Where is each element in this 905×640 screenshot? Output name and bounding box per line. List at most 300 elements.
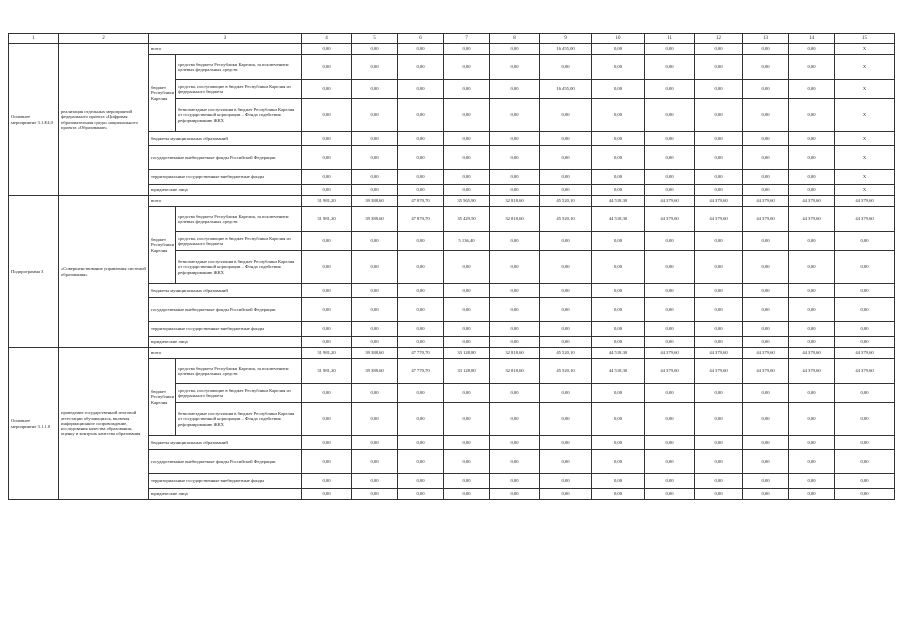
value-cell: 0,00 [592, 436, 645, 450]
value-cell: 0,00 [444, 55, 490, 80]
value-cell: 44 518,30 [592, 207, 645, 232]
value-cell: 0,00 [540, 55, 592, 80]
value-cell: 0,00 [490, 80, 540, 99]
value-cell: 0,00 [444, 436, 490, 450]
funding-source-label: бюджеты муниципальных образований [149, 436, 302, 450]
value-cell: 0,00 [352, 489, 398, 500]
funding-source-label: средства бюджета Республики Карелия, за исключением целевых федеральных средств [176, 359, 302, 384]
value-cell: X [835, 146, 895, 170]
budget-sheet [8, 33, 895, 500]
value-cell: 44 379,60 [695, 348, 743, 359]
table-row [9, 348, 895, 359]
value-cell: 39 388,60 [352, 207, 398, 232]
column-number-6: 6 [398, 34, 444, 44]
value-cell: 0,00 [695, 474, 743, 489]
value-cell: 0,00 [540, 436, 592, 450]
value-cell: 0,00 [398, 170, 444, 185]
value-cell: 0,00 [645, 284, 695, 298]
value-cell: 0,00 [789, 146, 835, 170]
value-cell: 0,00 [398, 284, 444, 298]
value-cell: X [835, 132, 895, 146]
value-cell: 0,00 [743, 99, 789, 132]
value-cell: 0,00 [540, 298, 592, 322]
value-cell: 0,00 [302, 489, 352, 500]
value-cell: 0,00 [695, 132, 743, 146]
value-cell: 0,00 [789, 337, 835, 348]
value-cell: 0,00 [592, 337, 645, 348]
funding-source-label: территориальные государственные внебюджетные фонды [149, 474, 302, 489]
value-cell: 0,00 [540, 99, 592, 132]
value-cell: 16 455,00 [540, 44, 592, 55]
value-cell: 44 379,60 [835, 348, 895, 359]
value-cell: 0,00 [490, 146, 540, 170]
value-cell: 0,00 [352, 170, 398, 185]
value-cell: X [835, 80, 895, 99]
value-cell: X [835, 185, 895, 196]
section-code: Подпрограмма 3 [9, 196, 59, 348]
value-cell: 0,00 [743, 146, 789, 170]
value-cell: 0,00 [352, 80, 398, 99]
value-cell: 0,00 [302, 44, 352, 55]
funding-source-label: средства, поступающие в бюджет Республики Карелия из федерального бюджета [176, 384, 302, 403]
value-cell: 0,00 [789, 44, 835, 55]
value-cell: 0,00 [444, 474, 490, 489]
value-cell: 0,00 [835, 436, 895, 450]
value-cell: 0,00 [592, 185, 645, 196]
value-cell: 0,00 [835, 489, 895, 500]
funding-source-label: безвозмездные поступления в бюджет Республики Карелия от государственной корпорации – Фонда содействия реформированию ЖКХ [176, 403, 302, 436]
value-cell: 31 981,20 [302, 348, 352, 359]
value-cell: 0,00 [302, 232, 352, 251]
value-cell: 0,00 [695, 384, 743, 403]
value-cell: 0,00 [645, 80, 695, 99]
value-cell: 0,00 [789, 170, 835, 185]
value-cell: 0,00 [352, 322, 398, 337]
value-cell: 0,00 [695, 436, 743, 450]
value-cell: 0,00 [592, 298, 645, 322]
value-cell: 0,00 [398, 474, 444, 489]
value-cell: 0,00 [302, 474, 352, 489]
section-code: Основное мероприятие 3.1.1.0 [9, 348, 59, 500]
funding-source-label: юридические лица [149, 489, 302, 500]
value-cell: 47 770,70 [398, 348, 444, 359]
value-cell: 0,00 [789, 474, 835, 489]
column-number-1: 1 [9, 34, 59, 44]
value-cell: 0,00 [645, 384, 695, 403]
value-cell: 47 870,70 [398, 207, 444, 232]
value-cell: 0,00 [444, 80, 490, 99]
value-cell: 0,00 [302, 337, 352, 348]
funding-source-label: государственные внебюджетные фонды Российской Федерации [149, 450, 302, 474]
funding-source-label: государственные внебюджетные фонды Российской Федерации [149, 298, 302, 322]
column-number-9: 9 [540, 34, 592, 44]
value-cell: 0,00 [835, 232, 895, 251]
regional-budget-label: бюджет Республики Карелия [149, 55, 176, 132]
value-cell: 0,00 [490, 99, 540, 132]
funding-source-label: средства, поступающие в бюджет Республики Карелия из федерального бюджета [176, 232, 302, 251]
value-cell: 0,00 [743, 436, 789, 450]
value-cell: 0,00 [444, 384, 490, 403]
value-cell: 0,00 [302, 436, 352, 450]
value-cell: 0,00 [592, 232, 645, 251]
value-cell: 0,00 [540, 450, 592, 474]
value-cell: 0,00 [835, 251, 895, 284]
funding-source-label: территориальные государственные внебюджетные фонды [149, 170, 302, 185]
value-cell: 0,00 [695, 55, 743, 80]
value-cell: 0,00 [540, 185, 592, 196]
value-cell: 44 518,30 [592, 359, 645, 384]
value-cell: 0,00 [743, 337, 789, 348]
value-cell: 33 128,80 [444, 348, 490, 359]
value-cell: 0,00 [835, 298, 895, 322]
value-cell: 0,00 [398, 298, 444, 322]
value-cell: 0,00 [302, 170, 352, 185]
value-cell: 44 379,60 [789, 348, 835, 359]
value-cell: 0,00 [540, 337, 592, 348]
value-cell: 0,00 [398, 185, 444, 196]
value-cell: X [835, 170, 895, 185]
value-cell: 0,00 [444, 489, 490, 500]
value-cell: 0,00 [645, 489, 695, 500]
value-cell: 0,00 [835, 337, 895, 348]
value-cell: 0,00 [540, 384, 592, 403]
column-number-header [9, 34, 895, 44]
value-cell: 0,00 [743, 170, 789, 185]
value-cell: 44 518,30 [592, 196, 645, 207]
value-cell: 0,00 [743, 474, 789, 489]
value-cell: 0,00 [490, 337, 540, 348]
value-cell: 0,00 [490, 232, 540, 251]
value-cell: 0,00 [302, 322, 352, 337]
funding-source-label: юридические лица [149, 185, 302, 196]
table-row [9, 196, 895, 207]
value-cell: 32 818,60 [490, 207, 540, 232]
value-cell: 0,00 [592, 450, 645, 474]
value-cell: 0,00 [695, 146, 743, 170]
value-cell: 0,00 [398, 322, 444, 337]
value-cell: 0,00 [302, 384, 352, 403]
value-cell: 0,00 [743, 489, 789, 500]
value-cell: 0,00 [302, 185, 352, 196]
value-cell: 0,00 [592, 384, 645, 403]
value-cell: 44 379,60 [695, 196, 743, 207]
value-cell: 0,00 [490, 298, 540, 322]
value-cell: 0,00 [835, 384, 895, 403]
value-cell: 0,00 [398, 146, 444, 170]
value-cell: 31 981,20 [302, 196, 352, 207]
value-cell: 0,00 [789, 489, 835, 500]
funding-source-label: средства бюджета Республики Карелия, за исключением целевых федеральных средств [176, 207, 302, 232]
value-cell: 5 136,40 [444, 232, 490, 251]
value-cell: 0,00 [444, 298, 490, 322]
funding-source-label: территориальные государственные внебюджетные фонды [149, 322, 302, 337]
value-cell: X [835, 55, 895, 80]
value-cell: 0,00 [352, 251, 398, 284]
funding-source-label: всего [149, 44, 302, 55]
value-cell: 0,00 [645, 436, 695, 450]
value-cell: 0,00 [743, 185, 789, 196]
value-cell: 0,00 [302, 55, 352, 80]
value-cell: 39 388,60 [352, 196, 398, 207]
value-cell: 0,00 [743, 132, 789, 146]
value-cell: 0,00 [302, 284, 352, 298]
funding-source-label: безвозмездные поступления в бюджет Республики Карелия от государственной корпорации – Фонда содействия реформированию ЖКХ [176, 251, 302, 284]
value-cell: 0,00 [789, 403, 835, 436]
value-cell: 45 520,10 [540, 359, 592, 384]
value-cell: 0,00 [743, 384, 789, 403]
value-cell: 0,00 [540, 322, 592, 337]
value-cell: 0,00 [352, 132, 398, 146]
value-cell: 0,00 [352, 337, 398, 348]
value-cell: 0,00 [645, 251, 695, 284]
value-cell: 0,00 [789, 132, 835, 146]
value-cell: 0,00 [695, 450, 743, 474]
column-number-5: 5 [352, 34, 398, 44]
value-cell: 0,00 [444, 337, 490, 348]
value-cell: 0,00 [789, 384, 835, 403]
value-cell: 0,00 [695, 232, 743, 251]
funding-source-label: всего [149, 196, 302, 207]
value-cell: 0,00 [352, 298, 398, 322]
funding-source-label: средства, поступающие в бюджет Республики Карелия из федерального бюджета [176, 80, 302, 99]
value-cell: 0,00 [592, 80, 645, 99]
value-cell: 44 379,60 [695, 207, 743, 232]
value-cell: 0,00 [490, 185, 540, 196]
value-cell: 0,00 [490, 170, 540, 185]
table-body [9, 44, 895, 500]
value-cell: 0,00 [695, 99, 743, 132]
value-cell: 0,00 [540, 232, 592, 251]
value-cell: 0,00 [302, 146, 352, 170]
value-cell: 44 379,60 [789, 359, 835, 384]
table-row [9, 44, 895, 55]
value-cell: 0,00 [490, 489, 540, 500]
value-cell: 0,00 [352, 384, 398, 403]
value-cell: 39 388,60 [352, 359, 398, 384]
column-number-15: 15 [835, 34, 895, 44]
value-cell: 0,00 [540, 284, 592, 298]
value-cell: 0,00 [490, 384, 540, 403]
value-cell: 32 818,60 [490, 359, 540, 384]
value-cell: 0,00 [695, 489, 743, 500]
value-cell: 0,00 [695, 251, 743, 284]
value-cell: 0,00 [592, 146, 645, 170]
value-cell: 0,00 [835, 284, 895, 298]
value-cell: 0,00 [490, 132, 540, 146]
funding-source-label: бюджеты муниципальных образований [149, 132, 302, 146]
value-cell: 0,00 [835, 403, 895, 436]
value-cell: 0,00 [352, 99, 398, 132]
value-cell: 0,00 [490, 474, 540, 489]
value-cell: 0,00 [398, 80, 444, 99]
value-cell: 0,00 [540, 170, 592, 185]
value-cell: 0,00 [645, 55, 695, 80]
column-number-10: 10 [592, 34, 645, 44]
column-number-7: 7 [444, 34, 490, 44]
value-cell: 0,00 [398, 489, 444, 500]
value-cell: 0,00 [540, 146, 592, 170]
value-cell: 0,00 [302, 99, 352, 132]
value-cell: 0,00 [592, 44, 645, 55]
value-cell: 0,00 [743, 322, 789, 337]
value-cell: 0,00 [352, 403, 398, 436]
value-cell: 0,00 [789, 284, 835, 298]
regional-budget-label: бюджет Республики Карелия [149, 359, 176, 436]
value-cell: 0,00 [695, 337, 743, 348]
value-cell: 0,00 [645, 474, 695, 489]
value-cell: 0,00 [352, 436, 398, 450]
value-cell: 0,00 [835, 322, 895, 337]
value-cell: 0,00 [789, 185, 835, 196]
column-number-4: 4 [302, 34, 352, 44]
value-cell: 0,00 [695, 298, 743, 322]
value-cell: 0,00 [645, 232, 695, 251]
value-cell: 0,00 [398, 232, 444, 251]
value-cell: 0,00 [645, 403, 695, 436]
budget-table [8, 33, 895, 500]
value-cell: 0,00 [398, 99, 444, 132]
value-cell: 0,00 [743, 232, 789, 251]
value-cell: 44 379,60 [835, 207, 895, 232]
value-cell: 0,00 [695, 284, 743, 298]
value-cell: 0,00 [398, 403, 444, 436]
column-number-12: 12 [695, 34, 743, 44]
value-cell: 0,00 [444, 146, 490, 170]
funding-source-label: всего [149, 348, 302, 359]
value-cell: 47 770,70 [398, 359, 444, 384]
value-cell: 0,00 [592, 489, 645, 500]
value-cell: 0,00 [352, 185, 398, 196]
value-cell: 0,00 [398, 132, 444, 146]
value-cell: 0,00 [592, 170, 645, 185]
value-cell: 0,00 [490, 44, 540, 55]
value-cell: 0,00 [490, 284, 540, 298]
value-cell: 0,00 [490, 450, 540, 474]
value-cell: 0,00 [645, 185, 695, 196]
value-cell: 0,00 [444, 450, 490, 474]
value-cell: 0,00 [743, 284, 789, 298]
value-cell: 0,00 [645, 44, 695, 55]
value-cell: 0,00 [592, 251, 645, 284]
value-cell: X [835, 99, 895, 132]
value-cell: 0,00 [645, 337, 695, 348]
value-cell: 0,00 [352, 146, 398, 170]
value-cell: 0,00 [490, 322, 540, 337]
value-cell: 0,00 [695, 403, 743, 436]
value-cell: 0,00 [302, 132, 352, 146]
column-number-3: 3 [149, 34, 302, 44]
value-cell: 0,00 [645, 99, 695, 132]
value-cell: 0,00 [645, 298, 695, 322]
value-cell: 44 379,60 [743, 359, 789, 384]
value-cell: X [835, 44, 895, 55]
section-title: «Совершенствование управления системой образования» [59, 196, 149, 348]
value-cell: 44 379,60 [645, 359, 695, 384]
value-cell: 0,00 [444, 185, 490, 196]
value-cell: 31 981,20 [302, 359, 352, 384]
value-cell: 35 565,90 [444, 196, 490, 207]
value-cell: 0,00 [645, 132, 695, 146]
column-number-8: 8 [490, 34, 540, 44]
value-cell: 16 455,00 [540, 80, 592, 99]
value-cell: 0,00 [490, 403, 540, 436]
column-number-14: 14 [789, 34, 835, 44]
value-cell: 0,00 [743, 450, 789, 474]
column-number-2: 2 [59, 34, 149, 44]
value-cell: 45 520,10 [540, 348, 592, 359]
value-cell: 32 818,60 [490, 348, 540, 359]
value-cell: 0,00 [835, 474, 895, 489]
value-cell: 0,00 [444, 132, 490, 146]
funding-source-label: юридические лица [149, 337, 302, 348]
value-cell: 0,00 [302, 298, 352, 322]
value-cell: 0,00 [743, 251, 789, 284]
value-cell: 0,00 [645, 322, 695, 337]
value-cell: 44 379,60 [789, 196, 835, 207]
value-cell: 0,00 [352, 450, 398, 474]
value-cell: 0,00 [490, 251, 540, 284]
column-number-13: 13 [743, 34, 789, 44]
value-cell: 0,00 [398, 337, 444, 348]
value-cell: 0,00 [352, 55, 398, 80]
value-cell: 0,00 [444, 99, 490, 132]
value-cell: 0,00 [789, 450, 835, 474]
value-cell: 0,00 [592, 403, 645, 436]
value-cell: 0,00 [540, 403, 592, 436]
value-cell: 0,00 [490, 55, 540, 80]
value-cell: 35 429,50 [444, 207, 490, 232]
value-cell: 0,00 [789, 251, 835, 284]
value-cell: 0,00 [398, 55, 444, 80]
value-cell: 44 379,60 [645, 207, 695, 232]
value-cell: 0,00 [743, 80, 789, 99]
value-cell: 33 128,80 [444, 359, 490, 384]
value-cell: 0,00 [789, 232, 835, 251]
value-cell: 44 379,60 [645, 348, 695, 359]
value-cell: 0,00 [695, 185, 743, 196]
value-cell: 0,00 [352, 44, 398, 55]
value-cell: 0,00 [789, 298, 835, 322]
value-cell: 0,00 [592, 55, 645, 80]
value-cell: 0,00 [302, 450, 352, 474]
value-cell: 0,00 [352, 232, 398, 251]
value-cell: 0,00 [789, 99, 835, 132]
value-cell: 44 379,60 [645, 196, 695, 207]
value-cell: 0,00 [789, 322, 835, 337]
value-cell: 0,00 [695, 80, 743, 99]
value-cell: 0,00 [302, 251, 352, 284]
value-cell: 0,00 [302, 403, 352, 436]
value-cell: 0,00 [398, 44, 444, 55]
value-cell: 0,00 [695, 170, 743, 185]
value-cell: 0,00 [444, 322, 490, 337]
value-cell: 45 520,10 [540, 196, 592, 207]
value-cell: 0,00 [645, 450, 695, 474]
value-cell: 0,00 [398, 436, 444, 450]
value-cell: 0,00 [592, 284, 645, 298]
value-cell: 44 379,60 [743, 348, 789, 359]
value-cell: 39 388,60 [352, 348, 398, 359]
value-cell: 0,00 [645, 146, 695, 170]
value-cell: 0,00 [695, 44, 743, 55]
value-cell: 0,00 [592, 322, 645, 337]
value-cell: 31 981,20 [302, 207, 352, 232]
value-cell: 44 379,60 [835, 196, 895, 207]
section-title: проведение государственной итоговой аттестации обучающихся, включая информационное сопровождение, исследования качества образования, оценку и контроль качества образования [59, 348, 149, 500]
value-cell: 0,00 [352, 284, 398, 298]
value-cell: 47 870,70 [398, 196, 444, 207]
value-cell: 44 379,60 [743, 207, 789, 232]
